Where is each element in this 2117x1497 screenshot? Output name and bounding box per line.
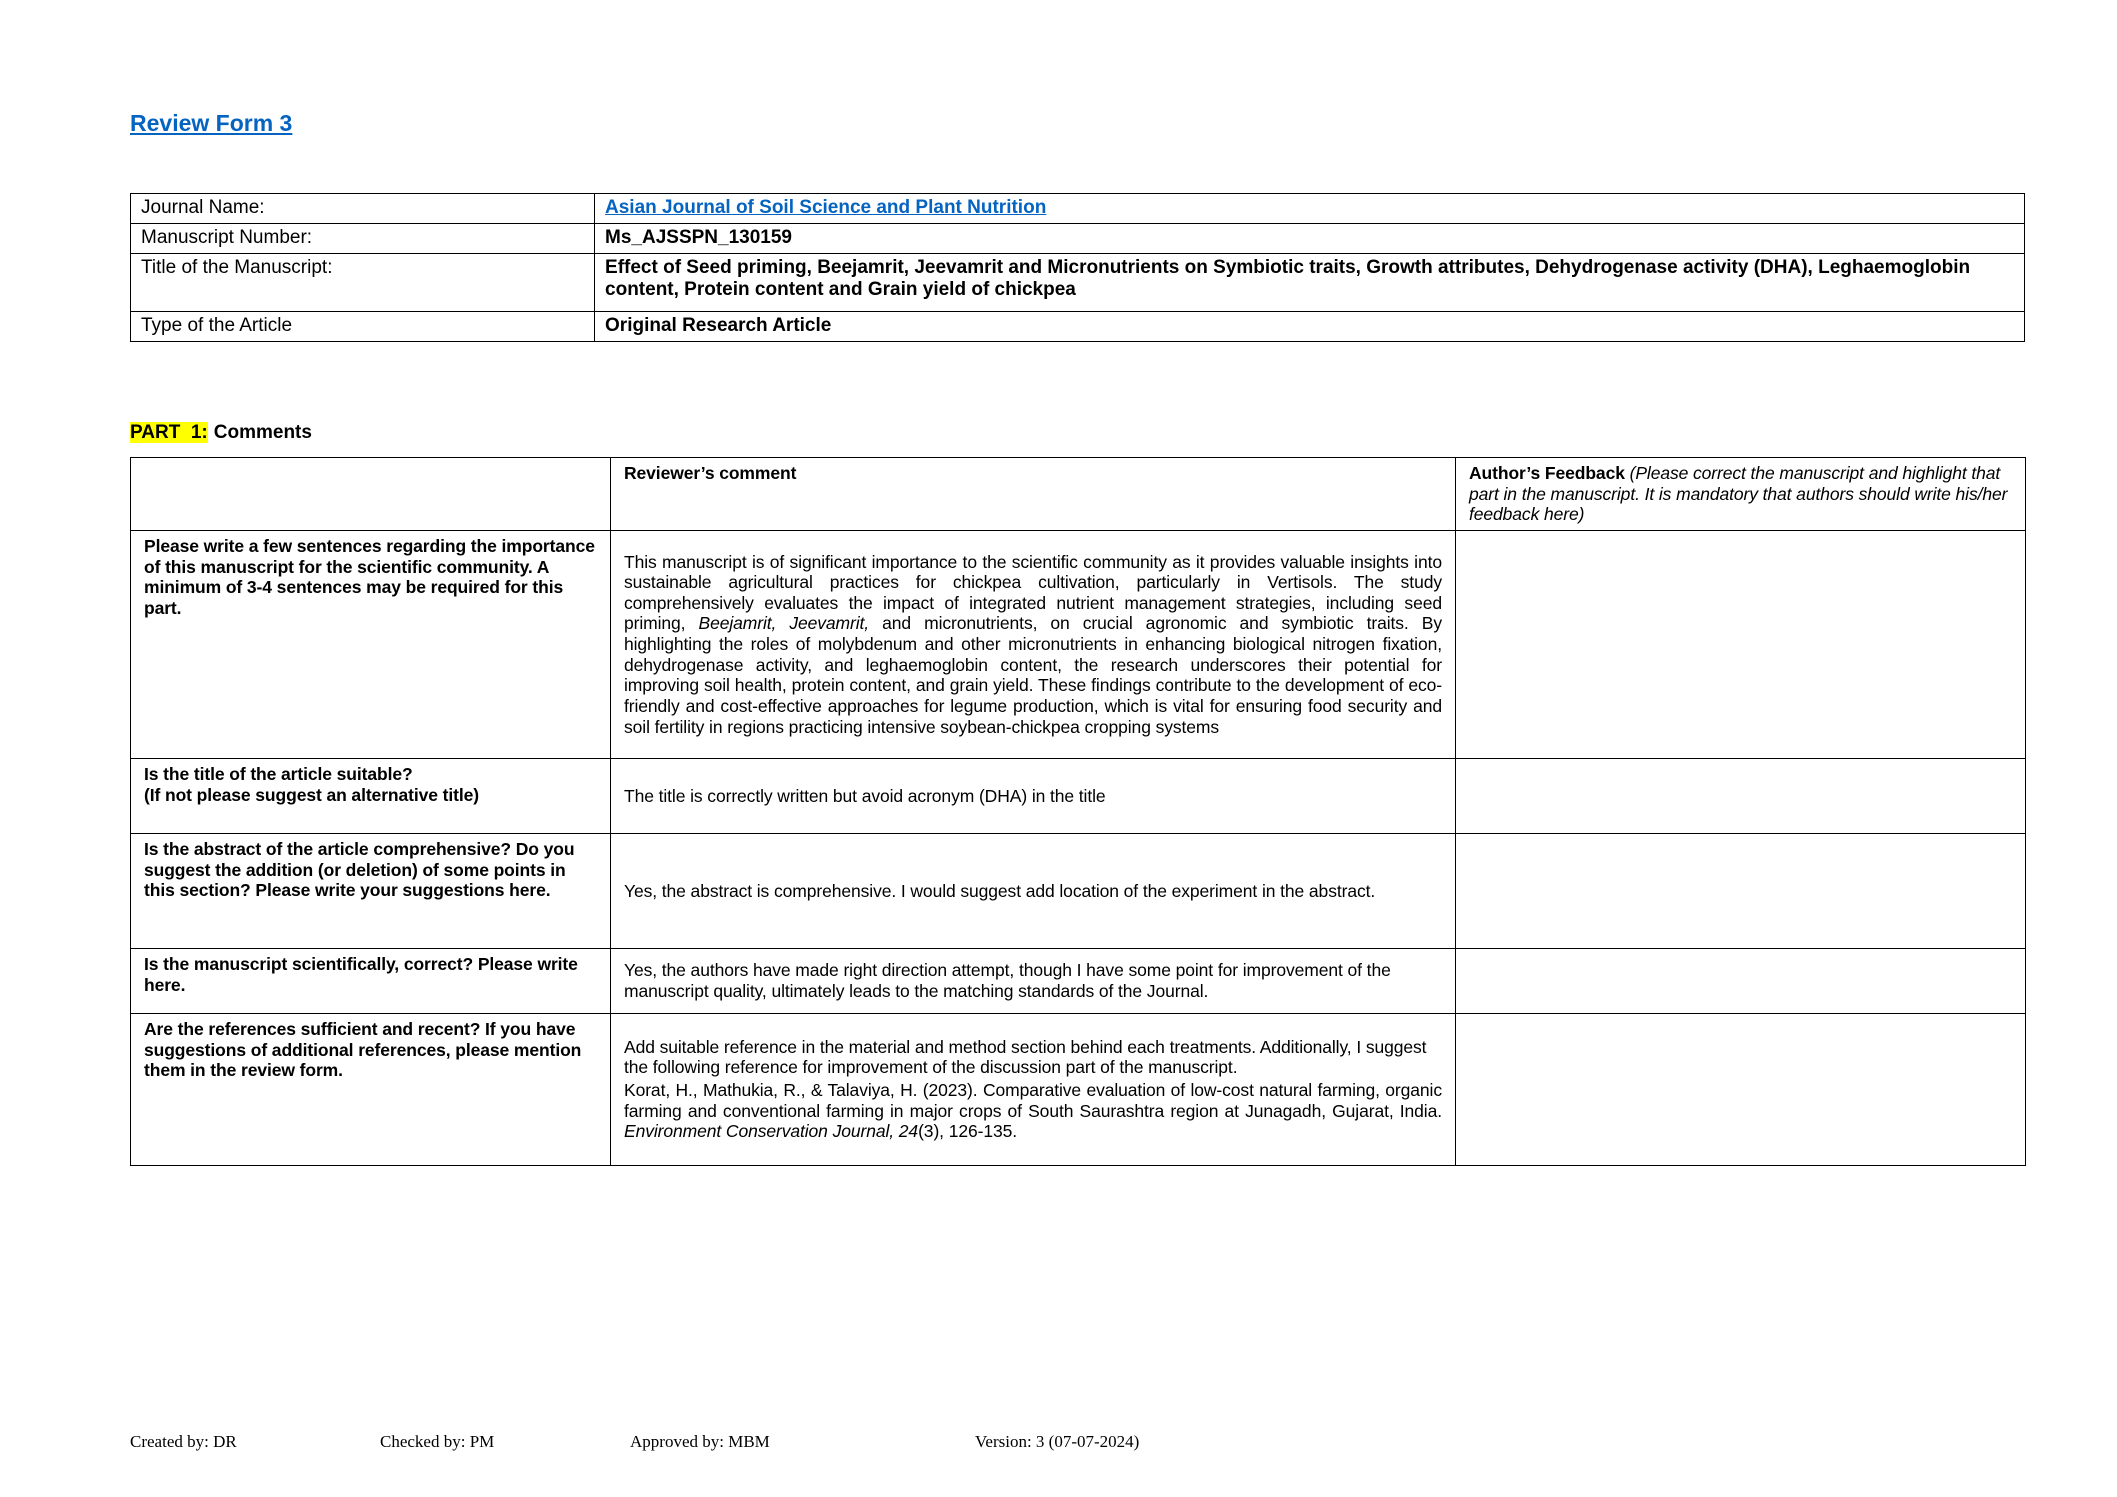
reviewer-comment-header: Reviewer’s comment (611, 458, 1456, 531)
part1-badge: PART 1: (130, 422, 208, 443)
journal-name-label: Journal Name: (131, 194, 595, 224)
manuscript-title-value: Effect of Seed priming, Beejamrit, Jeevamrit and Micronutrients on Symbiotic traits, Growth attributes, Dehydrogenase activity (DHA), Leghaemoglobin content, Protein content and Grain yield of chickpea (595, 254, 2025, 312)
title-suitable-question-line1: Is the title of the article suitable? (144, 763, 413, 784)
author-feedback-header-note: (Please correct the manuscript and highlight that part in the manuscript. It is mandatory that authors should write his/her feedback here) (1469, 463, 2008, 525)
importance-question-cell: Please write a few sentences regarding the importance of this manuscript for the scientific community. A minimum of 3-4 sentences may be required for this part. (131, 530, 611, 758)
title-suitable-row (131, 758, 2026, 833)
footer-created-by: Created by: DR (130, 1432, 237, 1451)
references-feedback-cell (1456, 1013, 2026, 1165)
document-title-link[interactable]: Review Form 3 (130, 110, 293, 136)
importance-comment-part1: This manuscript is of significant importance to the scientific community as it provides valuable insights into sustainable agricultural practices for chickpea cultivation, particularly in Vertisols. The study comprehensively evaluates the impact of integrated nutrient management strategies, including seed priming, (624, 551, 1442, 634)
manuscript-number-row (131, 224, 2025, 254)
document-content (130, 0, 2025, 1166)
manuscript-number-label: Manuscript Number: (131, 224, 595, 254)
title-suitable-feedback-cell (1456, 758, 2026, 833)
scientific-correctness-comment-cell: Yes, the authors have made right direction attempt, though I have some point for improvement of the manuscript quality, ultimately leads to the matching standards of the Journal. (611, 948, 1456, 1013)
footer-approved-by: Approved by: MBM (630, 1432, 770, 1451)
article-type-value: Original Research Article (595, 312, 2025, 342)
references-question-cell: Are the references sufficient and recent? If you have suggestions of additional references, please mention them in the review form. (131, 1013, 611, 1165)
references-citation-part1: Korat, H., Mathukia, R., & Talaviya, H. (2023). Comparative evaluation of low-cost natural farming, organic farming and conventional farming in major crops of South Saurashtra region at Junagadh, Gujarat, India. (624, 1080, 1442, 1121)
part1-heading-line (130, 422, 2025, 444)
references-citation-part2: (3), 126-135. (918, 1121, 1017, 1142)
journal-name-row (131, 194, 2025, 224)
title-suitable-question-cell (131, 758, 611, 833)
part1-heading: Comments (213, 422, 312, 443)
importance-comment-italic: Beejamrit, Jeevamrit, (698, 613, 870, 634)
references-comment-line1: Add suitable reference in the material and method section behind each treatments. Additionally, I suggest the following reference for improvement of the discussion part of the manuscript. (624, 1036, 1427, 1078)
author-feedback-header (1456, 458, 2026, 531)
manuscript-title-label: Title of the Manuscript: (131, 254, 595, 312)
comments-header-empty-cell (131, 458, 611, 531)
journal-name-cell (595, 194, 2025, 224)
abstract-row (131, 833, 2026, 948)
comments-header-row (131, 458, 2026, 531)
scientific-correctness-row (131, 948, 2026, 1013)
abstract-feedback-cell (1456, 833, 2026, 948)
references-row (131, 1013, 2026, 1165)
importance-comment-cell (611, 530, 1456, 758)
references-citation (624, 1080, 1442, 1142)
importance-comment-part2: and micronutrients, on crucial agronomic and symbiotic traits. By highlighting the roles of molybdenum and other micronutrients in enhancing biological nitrogen fixation, dehydrogenase activity, and leghaemoglobin content, the research underscores their potential for improving soil health, protein content, and grain yield. These findings contribute to the development of eco-friendly and cost-effective approaches for legume production, which is vital for ensuring food security and soil fertility in regions practicing intensive soybean-chickpea cropping systems (624, 613, 1442, 737)
manuscript-info-table (130, 193, 2025, 342)
title-suitable-comment-cell: The title is correctly written but avoid acronym (DHA) in the title (611, 758, 1456, 833)
references-comment-cell (611, 1013, 1456, 1165)
abstract-comment-cell: Yes, the abstract is comprehensive. I would suggest add location of the experiment in the abstract. (611, 833, 1456, 948)
importance-feedback-cell (1456, 530, 2026, 758)
manuscript-title-row (131, 254, 2025, 312)
manuscript-number-value: Ms_AJSSPN_130159 (595, 224, 2025, 254)
references-citation-journal: Environment Conservation Journal, 24 (624, 1121, 919, 1142)
author-feedback-header-label: Author’s Feedback (1469, 463, 1630, 483)
article-type-label: Type of the Article (131, 312, 595, 342)
footer-version: Version: 3 (07-07-2024) (975, 1432, 1140, 1451)
article-type-row (131, 312, 2025, 342)
scientific-correctness-feedback-cell (1456, 948, 2026, 1013)
abstract-question-cell: Is the abstract of the article comprehensive? Do you suggest the addition (or deletion) of some points in this section? Please write your suggestions here. (131, 833, 611, 948)
journal-name-link[interactable]: Asian Journal of Soil Science and Plant Nutrition (605, 197, 1047, 218)
comments-table (130, 457, 2026, 1166)
importance-row (131, 530, 2026, 758)
scientific-correctness-question-cell: Is the manuscript scientifically, correct? Please write here. (131, 948, 611, 1013)
footer-checked-by: Checked by: PM (380, 1432, 495, 1451)
title-suitable-question-line2: (If not please suggest an alternative title) (144, 784, 479, 805)
